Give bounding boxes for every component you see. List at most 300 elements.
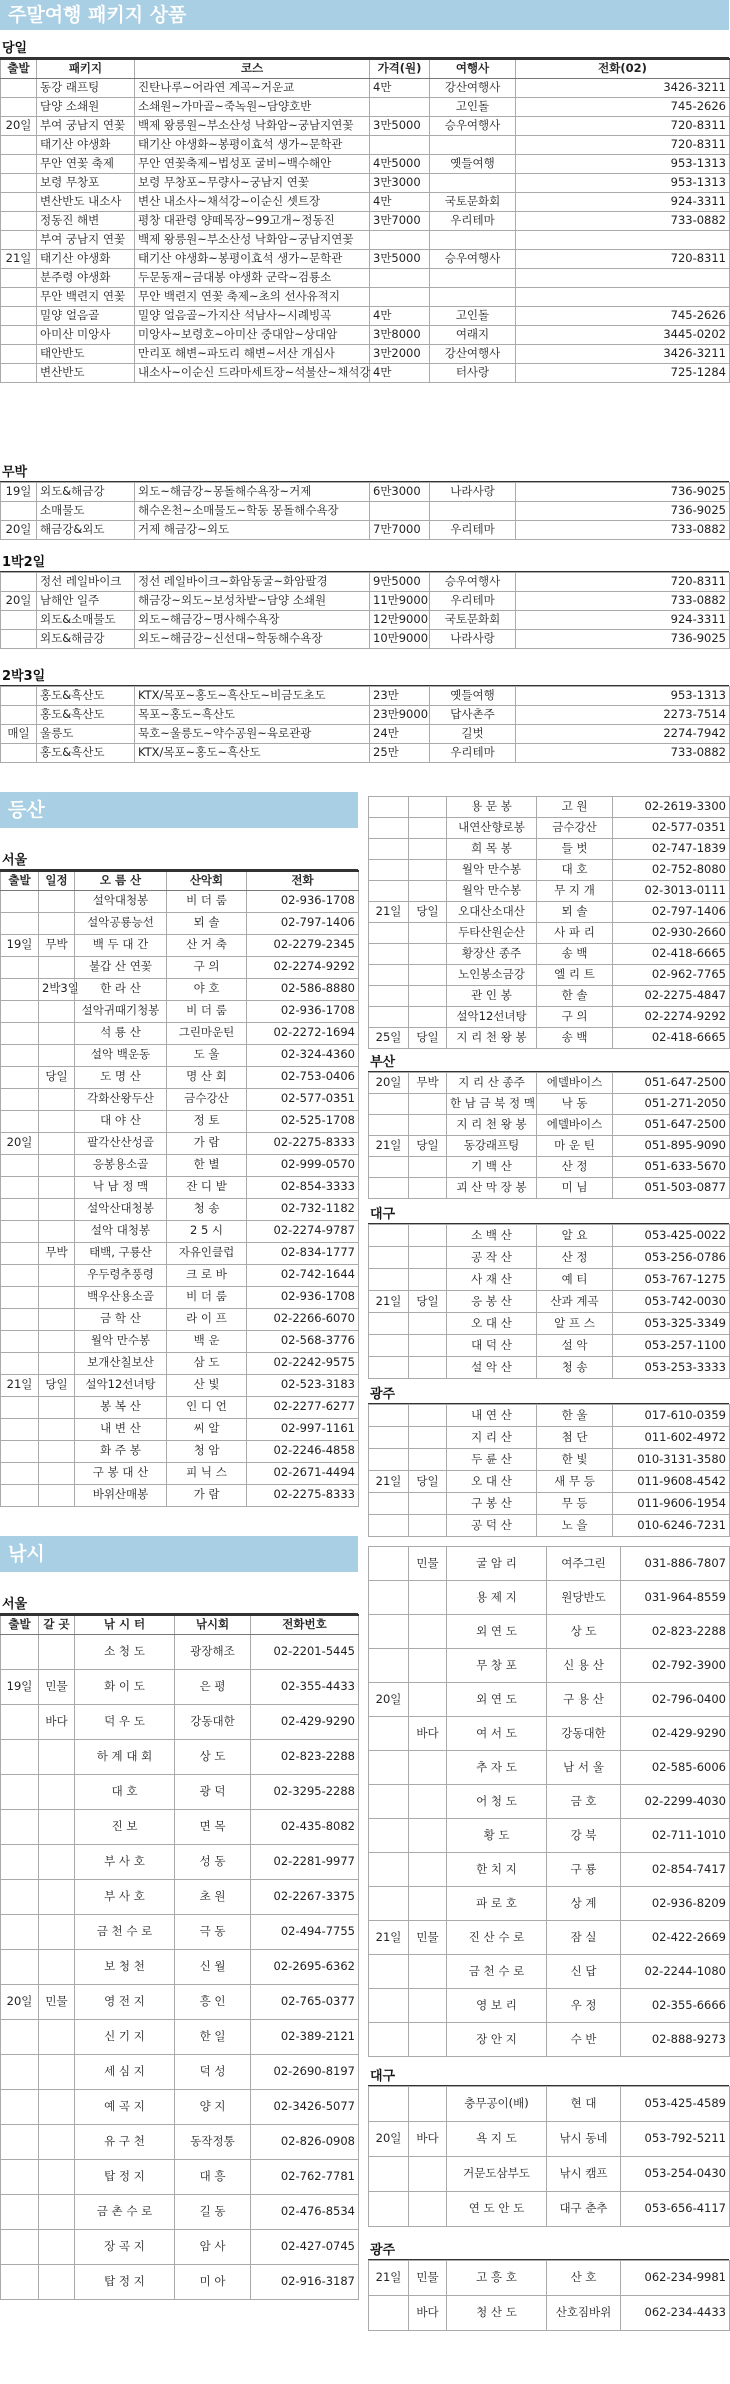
table-row: [1, 192, 730, 211]
cell-date: [1, 78, 37, 97]
hike-busan-table: [368, 1072, 730, 1199]
hike-banner: [0, 792, 358, 828]
cell-date: [369, 1515, 409, 1537]
cell-phone: 3426-3211: [516, 78, 730, 97]
cell-pkg: 변산반도 내소사: [37, 192, 135, 211]
cell-date: [1, 978, 39, 1000]
cell-club: 낚시 캠프: [547, 2157, 621, 2192]
cell-club: 들 벗: [537, 839, 613, 860]
cell-mtn: 낙 남 정 맥: [75, 1176, 167, 1198]
cell-club: 한 솔: [537, 986, 613, 1007]
fish-seoul-table: [0, 1614, 359, 2300]
cell-phone: 031-886-7807: [621, 1547, 730, 1581]
table-row: [1, 1198, 359, 1220]
cell-mtn: 설악귀때기청봉: [75, 1000, 167, 1022]
cell-price: 4만: [370, 363, 430, 382]
cell-mtn: 내 연 산: [447, 1405, 537, 1427]
cell-phone: 02-930-2660: [613, 923, 730, 944]
cell-agency: 승우여행사: [430, 573, 516, 592]
table-row: [369, 1819, 730, 1853]
cell-kind: [39, 1949, 75, 1984]
table-row: [1, 744, 730, 763]
cell-date: [1, 956, 39, 978]
cell-spot: 용 제 지: [447, 1581, 547, 1615]
cell-phone: 053-656-4117: [621, 2192, 730, 2227]
cell-spot: 한 치 지: [447, 1853, 547, 1887]
cell-agency: 옛들여행: [430, 154, 516, 173]
cell-spot: 외 연 도: [447, 1615, 547, 1649]
fish-gwangju-table: [368, 2260, 730, 2331]
cell-phone: 02-2690-8197: [251, 2054, 359, 2089]
cell-price: 24만: [370, 725, 430, 744]
cell-phone: 02-2272-1694: [247, 1022, 359, 1044]
cell-mtn: 설악12선녀탕: [447, 1007, 537, 1028]
cell-phone: 02-3013-0111: [613, 881, 730, 902]
cell-phone: 02-936-1708: [247, 890, 359, 912]
cell-date: [369, 2087, 409, 2122]
cell-date: [1, 1879, 39, 1914]
cell-club: 낙 동: [537, 1094, 613, 1115]
cell-club: 현 대: [547, 2087, 621, 2122]
cell-date: [369, 1615, 409, 1649]
table-row: [1, 1949, 359, 1984]
cell-price: 3만5000: [370, 249, 430, 268]
cell-course: 진탄나루~어라연 계곡~거운교: [135, 78, 370, 97]
cell-date: 21일: [369, 902, 409, 923]
tour-1n2d-title: 1박2일: [0, 550, 729, 572]
table-row: [369, 986, 730, 1007]
cell-date: [1, 192, 37, 211]
cell-spot: 금 천 수 로: [447, 1955, 547, 1989]
cell-date: [1, 268, 37, 287]
cell-club: 크 로 바: [167, 1264, 247, 1286]
tour-mubak-title: 무박: [0, 460, 729, 482]
cell-phone: 02-2266-6070: [247, 1308, 359, 1330]
cell-date: [369, 2157, 409, 2192]
cell-spot: 세 심 지: [75, 2054, 175, 2089]
cell-sched: 당일: [409, 1136, 447, 1157]
cell-kind: [39, 2054, 75, 2089]
table-row: [1, 306, 730, 325]
table-row: [369, 1313, 730, 1335]
cell-phone: 924-3311: [516, 192, 730, 211]
tour-day-title: 당일: [0, 36, 729, 58]
col-header: 갈 곳: [39, 1615, 75, 1634]
cell-sched: [39, 1044, 75, 1066]
cell-phone: 02-826-0908: [251, 2124, 359, 2159]
table-row: [369, 1007, 730, 1028]
cell-agency: 우리테마: [430, 744, 516, 763]
table-row: [1, 1844, 359, 1879]
cell-course: 거제 해금강~외도: [135, 521, 370, 540]
cell-sched: [409, 1335, 447, 1357]
cell-spot: 부 사 호: [75, 1844, 175, 1879]
cell-club: 도 울: [167, 1044, 247, 1066]
cell-club: 강동대한: [175, 1704, 251, 1739]
cell-club: 신 답: [547, 1955, 621, 1989]
cell-date: [369, 1751, 409, 1785]
table-row: [1, 725, 730, 744]
tour-title: 주말여행 패키지 상품: [8, 3, 187, 26]
cell-club: 우 정: [547, 1989, 621, 2023]
cell-phone: 051-895-9090: [613, 1136, 730, 1157]
fish-daegu-table: [368, 2086, 730, 2227]
cell-date: [369, 1785, 409, 1819]
hike-gwangju-title: 광주: [368, 1384, 729, 1404]
cell-spot: 예 곡 지: [75, 2089, 175, 2124]
cell-mtn: 희 목 봉: [447, 839, 537, 860]
col-header: 여행사: [430, 59, 516, 78]
cell-sched: 당일: [39, 1066, 75, 1088]
cell-mtn: 설악 대청봉: [75, 1220, 167, 1242]
cell-sched: [409, 986, 447, 1007]
cell-spot: 신 기 지: [75, 2019, 175, 2054]
cell-date: [1, 344, 37, 363]
cell-club: 청 송: [167, 1198, 247, 1220]
cell-date: [1, 1462, 39, 1484]
cell-phone: 745-2626: [516, 306, 730, 325]
cell-date: [1, 1634, 39, 1669]
cell-date: [1, 890, 39, 912]
cell-agency: 길벗: [430, 725, 516, 744]
cell-phone: 053-742-0030: [613, 1291, 730, 1313]
table-row: [369, 1028, 730, 1049]
table-row: [369, 1751, 730, 1785]
table-row: [369, 797, 730, 818]
cell-pkg: 분주령 야생화: [37, 268, 135, 287]
cell-date: [369, 1427, 409, 1449]
cell-club: 명 산 회: [167, 1066, 247, 1088]
cell-sched: [39, 890, 75, 912]
cell-date: [1, 1418, 39, 1440]
cell-sched: [409, 881, 447, 902]
cell-course: 정선 레일바이크~화암동굴~화암팔경: [135, 573, 370, 592]
cell-kind: [39, 1774, 75, 1809]
hike-seoul-table: [0, 870, 359, 1507]
cell-course: 해수온천~소매물도~학동 몽돌해수욕장: [135, 502, 370, 521]
tour-header-row: [1, 59, 730, 78]
cell-date: [1, 1308, 39, 1330]
cell-club: 잔 디 밭: [167, 1176, 247, 1198]
cell-club: 산 호: [547, 2261, 621, 2296]
table-row: [369, 1989, 730, 2023]
cell-kind: [409, 1615, 447, 1649]
cell-phone: 02-936-1708: [247, 1286, 359, 1308]
cell-price: 23만9000: [370, 706, 430, 725]
cell-course: 내소사~이순신 드라마세트장~석불산~채석강: [135, 363, 370, 382]
cell-date: [369, 839, 409, 860]
cell-phone: 02-2274-9292: [613, 1007, 730, 1028]
table-row: [1, 1484, 359, 1506]
cell-sched: [409, 965, 447, 986]
cell-club: 강 북: [547, 1819, 621, 1853]
table-row: [369, 2122, 730, 2157]
cell-pkg: 홍도&흑산도: [37, 744, 135, 763]
cell-mtn: 기 백 산: [447, 1157, 537, 1178]
cell-spot: 거문도삼부도: [447, 2157, 547, 2192]
cell-kind: [409, 1751, 447, 1785]
cell-phone: 02-2274-9787: [247, 1220, 359, 1242]
cell-course: 보령 무창포~무량사~궁남지 연꽃: [135, 173, 370, 192]
cell-phone: 02-888-9273: [621, 2023, 730, 2057]
hike-header-row: [1, 871, 359, 890]
cell-date: [1, 1264, 39, 1286]
cell-phone: 725-1284: [516, 363, 730, 382]
cell-date: [1, 2264, 39, 2299]
cell-club: 가 람: [167, 1132, 247, 1154]
cell-phone: 02-2695-6362: [251, 1949, 359, 1984]
cell-club: 극 동: [175, 1914, 251, 1949]
cell-agency: 고인돌: [430, 306, 516, 325]
cell-date: [369, 860, 409, 881]
cell-course: 백제 왕릉원~부소산성 낙화암~궁남지연꽃: [135, 116, 370, 135]
col-header: 낚시회: [175, 1615, 251, 1634]
col-header: 전화: [247, 871, 359, 890]
cell-pkg: 아미산 미앙사: [37, 325, 135, 344]
table-row: [369, 965, 730, 986]
cell-phone: 02-2274-9292: [247, 956, 359, 978]
table-row: [1, 1110, 359, 1132]
cell-phone: 02-568-3776: [247, 1330, 359, 1352]
cell-phone: 745-2626: [516, 97, 730, 116]
cell-kind: [409, 1989, 447, 2023]
cell-club: 에델바이스: [537, 1115, 613, 1136]
cell-price: [370, 502, 430, 521]
cell-phone: 02-762-7781: [251, 2159, 359, 2194]
cell-pkg: 태기산 야생화: [37, 135, 135, 154]
cell-course: 미앙사~보령호~아미산 중대암~상대암: [135, 325, 370, 344]
cell-date: 20일: [369, 1073, 409, 1094]
cell-price: 3만8000: [370, 325, 430, 344]
cell-phone: 733-0882: [516, 521, 730, 540]
table-row: [1, 1704, 359, 1739]
cell-phone: 02-834-1777: [247, 1242, 359, 1264]
cell-pkg: 담양 소쇄원: [37, 97, 135, 116]
table-row: [1, 1669, 359, 1704]
cell-phone: 051-503-0877: [613, 1178, 730, 1199]
cell-date: [369, 1269, 409, 1291]
cell-phone: 02-494-7755: [251, 1914, 359, 1949]
cell-club: 엘 리 트: [537, 965, 613, 986]
cell-pkg: 변산반도: [37, 363, 135, 382]
cell-sched: [409, 1247, 447, 1269]
cell-sched: [39, 1132, 75, 1154]
cell-course: 소쇄원~가마골~죽녹원~담양호반: [135, 97, 370, 116]
cell-date: [1, 1484, 39, 1506]
table-row: [369, 1581, 730, 1615]
cell-course: 태기산 야생화~봉평이효석 생가~문학관: [135, 135, 370, 154]
cell-phone: 02-797-1406: [613, 902, 730, 923]
cell-sched: [409, 1007, 447, 1028]
cell-pkg: 외도&해금강: [37, 483, 135, 502]
cell-club: 원당반도: [547, 1581, 621, 1615]
cell-mtn: 지 리 산: [447, 1427, 537, 1449]
cell-club: 구 용 산: [547, 1683, 621, 1717]
table-row: [1, 1809, 359, 1844]
table-row: [369, 1955, 730, 1989]
cell-club: 정 토: [167, 1110, 247, 1132]
table-row: [1, 78, 730, 97]
cell-kind: [409, 1955, 447, 1989]
cell-date: [369, 1717, 409, 1751]
cell-club: 미 아: [175, 2264, 251, 2299]
cell-sched: 무박: [409, 1073, 447, 1094]
cell-spot: 충무공이(배): [447, 2087, 547, 2122]
cell-mtn: 오 대 산: [447, 1471, 537, 1493]
cell-mtn: 보개산칠보산: [75, 1352, 167, 1374]
cell-club: 피 닉 스: [167, 1462, 247, 1484]
cell-phone: 02-3426-5077: [251, 2089, 359, 2124]
hike-seoul-title: 서울: [0, 850, 358, 870]
cell-agency: [430, 173, 516, 192]
table-row: [1, 1176, 359, 1198]
cell-phone: 053-257-1100: [613, 1335, 730, 1357]
cell-spot: 장 안 지: [447, 2023, 547, 2057]
cell-mtn: 공 덕 산: [447, 1515, 537, 1537]
cell-club: 비 더 룸: [167, 1286, 247, 1308]
cell-sched: [39, 956, 75, 978]
cell-sched: [409, 1515, 447, 1537]
hike-daegu-table: [368, 1224, 730, 1379]
cell-phone: 017-610-0359: [613, 1405, 730, 1427]
cell-date: [1, 630, 37, 649]
cell-spot: 덕 우 도: [75, 1704, 175, 1739]
cell-date: [369, 1115, 409, 1136]
col-header: 오 름 산: [75, 871, 167, 890]
cell-mtn: 구 봉 대 산: [75, 1462, 167, 1484]
cell-kind: [409, 2192, 447, 2227]
cell-date: [1, 1396, 39, 1418]
cell-mtn: 내연산향로봉: [447, 818, 537, 839]
table-row: [1, 1154, 359, 1176]
cell-agency: [430, 230, 516, 249]
cell-kind: [409, 1649, 447, 1683]
table-row: [1, 2194, 359, 2229]
cell-kind: [409, 2157, 447, 2192]
cell-price: 23만: [370, 687, 430, 706]
cell-phone: 02-997-1161: [247, 1418, 359, 1440]
cell-agency: 옛들여행: [430, 687, 516, 706]
table-row: [1, 1914, 359, 1949]
cell-mtn: 금 학 산: [75, 1308, 167, 1330]
table-row: [1, 502, 730, 521]
cell-sched: [409, 923, 447, 944]
cell-phone: 02-577-0351: [247, 1088, 359, 1110]
cell-sched: [39, 1000, 75, 1022]
cell-price: [370, 135, 430, 154]
cell-date: [369, 1547, 409, 1581]
cell-club: 설 악: [537, 1335, 613, 1357]
cell-date: [1, 1154, 39, 1176]
cell-date: [1, 1809, 39, 1844]
cell-club: 잠 실: [547, 1921, 621, 1955]
tour-2n3d-title: 2박3일: [0, 664, 729, 686]
table-row: [1, 1066, 359, 1088]
cell-club: 산호짐바위: [547, 2296, 621, 2331]
cell-pkg: 태기산 야생화: [37, 249, 135, 268]
cell-mtn: 사 재 산: [447, 1269, 537, 1291]
cell-date: 20일: [369, 1683, 409, 1717]
cell-agency: 승우여행사: [430, 116, 516, 135]
table-row: [369, 881, 730, 902]
cell-phone: 062-234-4433: [621, 2296, 730, 2331]
table-row: [369, 1291, 730, 1313]
cell-course: 외도~해금강~명사해수욕장: [135, 611, 370, 630]
table-row: [369, 818, 730, 839]
cell-mtn: 한 라 산: [75, 978, 167, 1000]
cell-date: [1, 211, 37, 230]
cell-phone: 02-2201-5445: [251, 1634, 359, 1669]
cell-sched: [39, 1264, 75, 1286]
cell-phone: 02-999-0570: [247, 1154, 359, 1176]
cell-sched: [409, 1313, 447, 1335]
cell-course: 두문동재~금대봉 야생화 군락~검룡소: [135, 268, 370, 287]
cell-date: [369, 1094, 409, 1115]
cell-date: [1, 2124, 39, 2159]
table-row: [369, 1649, 730, 1683]
table-row: [369, 1853, 730, 1887]
cell-sched: [409, 818, 447, 839]
cell-date: [1, 2194, 39, 2229]
table-row: [369, 1225, 730, 1247]
cell-date: [1, 1044, 39, 1066]
cell-course: KTX/목포~홍도~흑산도~비금도초도: [135, 687, 370, 706]
cell-price: 4만: [370, 78, 430, 97]
cell-date: [1, 2229, 39, 2264]
cell-date: [369, 1449, 409, 1471]
cell-club: 광 덕: [175, 1774, 251, 1809]
cell-phone: 02-742-1644: [247, 1264, 359, 1286]
cell-mtn: 응 봉 산: [447, 1291, 537, 1313]
table-row: [1, 1879, 359, 1914]
table-row: [1, 1264, 359, 1286]
col-header: 출발: [1, 871, 39, 890]
table-row: [1, 521, 730, 540]
cell-price: 3만5000: [370, 116, 430, 135]
cell-club: 상 도: [547, 1615, 621, 1649]
cell-spot: 영 전 지: [75, 1984, 175, 2019]
cell-date: [1, 230, 37, 249]
table-row: [1, 1352, 359, 1374]
cell-mtn: 노인봉소금강: [447, 965, 537, 986]
table-row: [1, 1774, 359, 1809]
table-row: [1, 2229, 359, 2264]
cell-kind: [409, 1683, 447, 1717]
cell-price: 4만: [370, 192, 430, 211]
cell-spot: 화 이 도: [75, 1669, 175, 1704]
cell-phone: 720-8311: [516, 135, 730, 154]
cell-date: [1, 2089, 39, 2124]
cell-date: [369, 1335, 409, 1357]
cell-course: 해금강~외도~보성차밭~담양 소쇄원: [135, 592, 370, 611]
cell-price: 25만: [370, 744, 430, 763]
cell-date: [1, 325, 37, 344]
cell-club: 첨 단: [537, 1427, 613, 1449]
cell-spot: 진 보: [75, 1809, 175, 1844]
cell-kind: [39, 2264, 75, 2299]
table-row: [1, 2264, 359, 2299]
cell-spot: 장 곡 지: [75, 2229, 175, 2264]
table-row: [1, 592, 730, 611]
table-row: [369, 1157, 730, 1178]
table-row: [1, 97, 730, 116]
cell-phone: 02-2275-8333: [247, 1132, 359, 1154]
cell-date: 19일: [1, 1669, 39, 1704]
cell-date: [1, 306, 37, 325]
cell-phone: 051-647-2500: [613, 1073, 730, 1094]
cell-kind: [39, 1809, 75, 1844]
cell-phone: 053-425-4589: [621, 2087, 730, 2122]
